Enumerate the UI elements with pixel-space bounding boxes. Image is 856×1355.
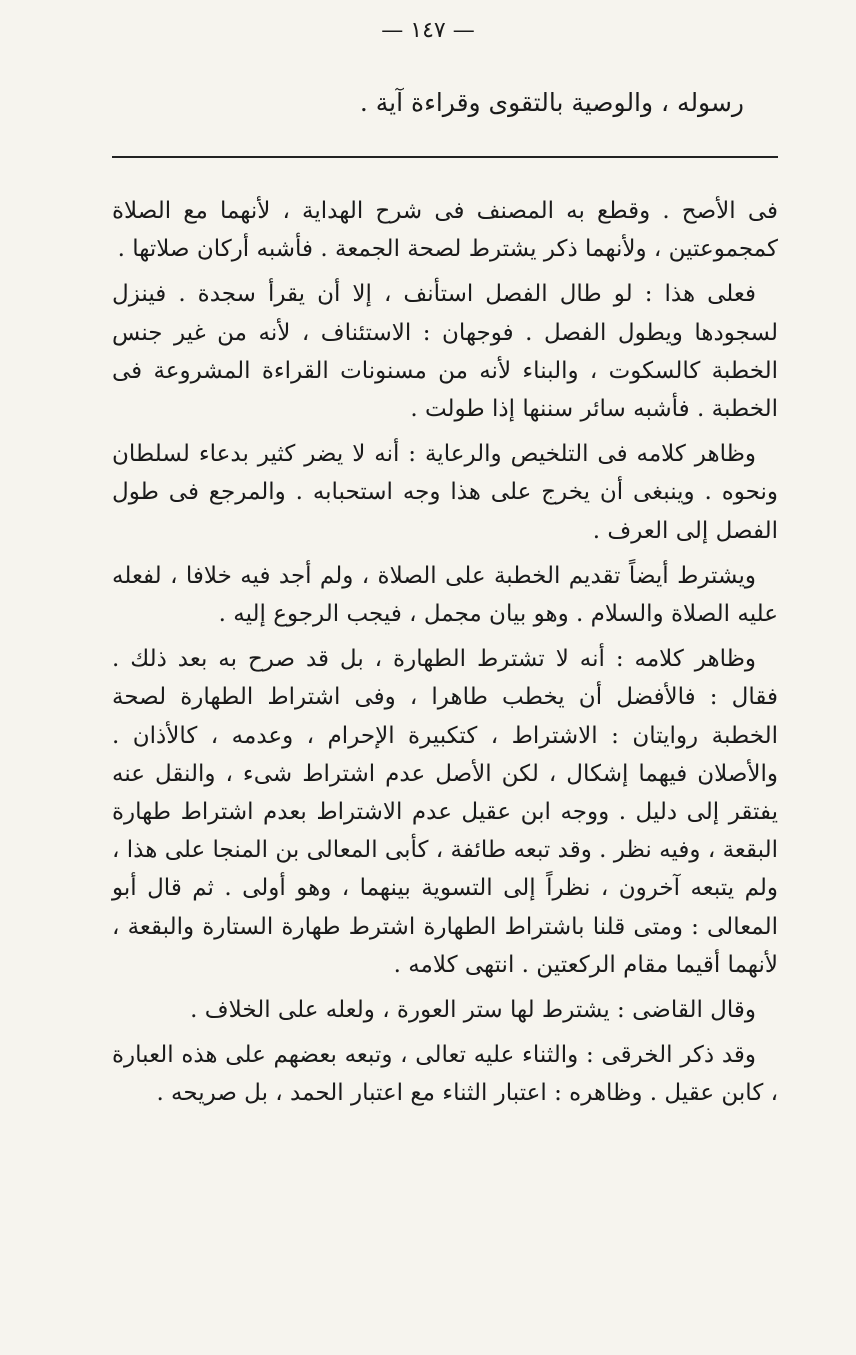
paragraph-7: وقد ذكر الخرقى : والثناء عليه تعالى ، وتبعه بعضهم على هذه العبارة ، كابن عقيل . وظاهره : اعتبار الثناء مع اعتبار الحمد ، بل صريحه . [112, 1042, 778, 1107]
paragraph-2: فعلى هذا : لو طال الفصل استأنف ، إلا أن يقرأ سجدة . فينزل لسجودها ويطول الفصل . فوجهان : الاستئناف ، لأنه من غير جنس الخطبة كالسكوت ، والبناء لأنه من مسنونات القراءة المشروعة فى الخطبة . فأشبه سائر سننها إذا طولت . [112, 281, 778, 423]
paragraph-1: فى الأصح . وقطع به المصنف فى شرح الهداية ، لأنهما مع الصلاة كمجموعتين ، ولأنهما ذكر يشترط لصحة الجمعة . فأشبه أركان صلاتها . [112, 198, 778, 263]
paragraph-5: وظاهر كلامه : أنه لا تشترط الطهارة ، بل قد صرح به بعد ذلك . فقال : فالأفضل أن يخطب طاهرا ، وفى اشتراط الطهارة لصحة الخطبة روايتان : الاشتراط ، كتكبيرة الإحرام ، وعدمه ، كالأذان . والأصلان فيهما إشكال ، لكن الأصل عدم اشتراط شىء ، والنقل عنه يفتقر إلى دليل . ووجه ابن عقيل عدم الاشتراط بعدم اشتراط طهارة البقعة ، وفيه نظر . وقد تبعه طائفة ، كأبى المعالى بن المنجا على هذا ، ولم يتبعه آخرون ، نظراً إلى التسوية بينهما ، وهو أولى . ثم قال أبو المعالى : ومتى قلنا باشتراط الطهارة اشترط طهارة الستارة والبقعة ، لأنهما أقيما مقام الركعتين . انتهى كلامه . [112, 646, 778, 978]
paragraph-3: وظاهر كلامه فى التلخيص والرعاية : أنه لا يضر كثير بدعاء لسلطان ونحوه . وينبغى أن يخرج على هذا وجه استحبابه . والمرجع فى طول الفصل إلى العرف . [112, 441, 778, 544]
page-number: — ١٤٧ — [381, 18, 475, 43]
continued-text-line: رسوله ، والوصية بالتقوى وقراءة آية . [359, 88, 744, 117]
paragraph-4: ويشترط أيضاً تقديم الخطبة على الصلاة ، ولم أجد فيه خلافا ، لفعله عليه الصلاة والسلام . وهو بيان مجمل ، فيجب الرجوع إليه . [112, 562, 778, 628]
paragraph-6: وقال القاضى : يشترط لها ستر العورة ، ولعله على الخلاف . [190, 997, 756, 1024]
footnote-body [112, 192, 778, 1120]
footnote-divider [112, 156, 778, 158]
